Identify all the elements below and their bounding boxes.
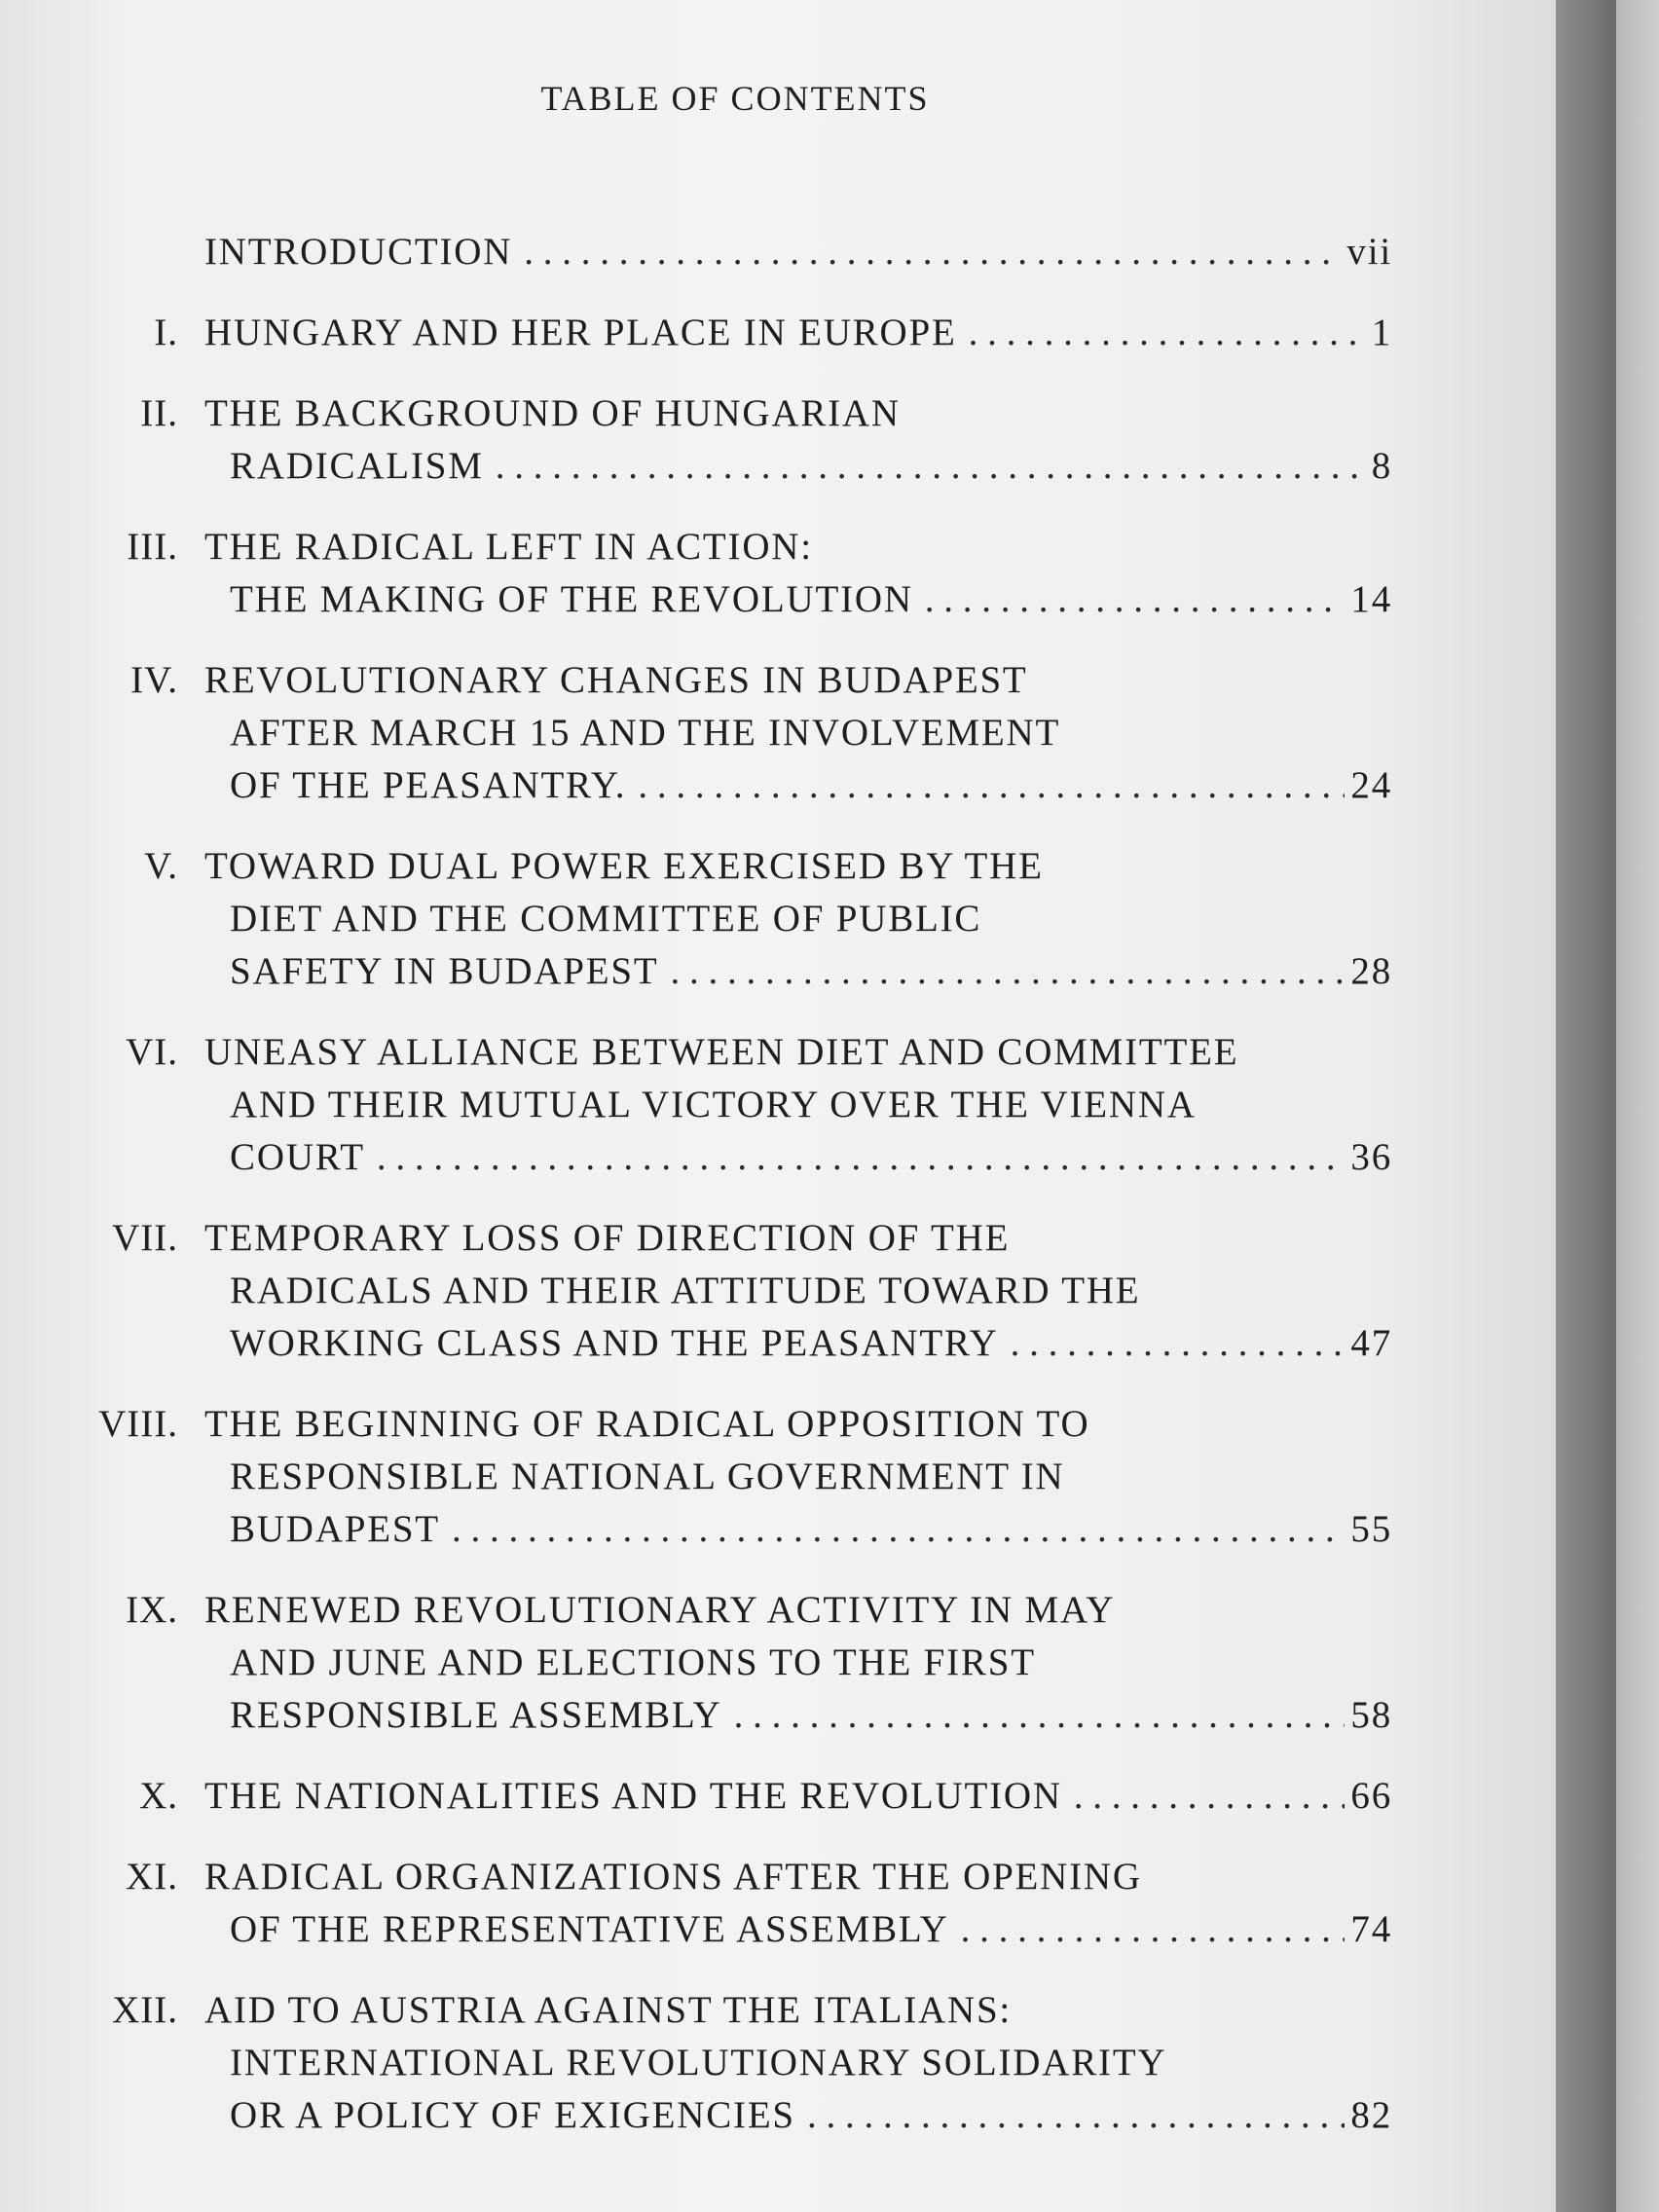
page-number: 1: [1371, 312, 1392, 353]
chapter-title-line: AID TO AUSTRIA AGAINST THE ITALIANS:: [204, 1989, 1013, 2031]
dot-leader: [925, 573, 1346, 626]
chapter-title-text: COURT: [230, 1136, 365, 1178]
dot-leader: [1011, 1317, 1346, 1370]
chapter-title-line: AFTER MARCH 15 AND THE INVOLVEMENT: [230, 712, 1061, 754]
toc-entry: [0, 1851, 1556, 1956]
dot-leader: [377, 1131, 1346, 1184]
chapter-title-text: OF THE PEASANTRY.: [230, 764, 627, 806]
chapter-title-line: [204, 573, 1392, 626]
page-number: 55: [1350, 1508, 1392, 1550]
chapter-title-line: RENEWED REVOLUTIONARY ACTIVITY IN MAY: [204, 1589, 1116, 1631]
toc-entry: [0, 307, 1556, 359]
chapter-title-text: WORKING CLASS AND THE PEASANTRY: [230, 1322, 999, 1364]
toc-list: [0, 226, 1556, 2170]
page-number: 82: [1350, 2094, 1392, 2136]
chapter-title-line: [204, 1770, 1392, 1823]
toc-entry: [0, 840, 1556, 998]
toc-entry: [0, 1026, 1556, 1184]
chapter-title-text: RESPONSIBLE ASSEMBLY: [230, 1694, 722, 1736]
chapter-title-line: [204, 1503, 1392, 1556]
page-number: vii: [1346, 231, 1392, 273]
page-number: 58: [1350, 1694, 1392, 1736]
chapter-number: VII.: [112, 1217, 178, 1259]
chapter-title-line: [204, 226, 1392, 278]
dot-leader: [638, 759, 1345, 812]
chapter-number: VI.: [126, 1031, 178, 1073]
chapter-title-line: RADICAL ORGANIZATIONS AFTER THE OPENING: [204, 1856, 1142, 1898]
chapter-number: III.: [127, 526, 178, 568]
chapter-title-text: HUNGARY AND HER PLACE IN EUROPE: [204, 312, 957, 353]
chapter-title-text: THE MAKING OF THE REVOLUTION: [230, 578, 913, 620]
chapter-title-line: [204, 1903, 1392, 1956]
dot-leader: [969, 307, 1366, 359]
chapter-number: II.: [140, 392, 178, 434]
toc-entry: [0, 226, 1556, 278]
chapter-number: IX.: [126, 1589, 178, 1631]
chapter-title-line: RADICALS AND THEIR ATTITUDE TOWARD THE: [230, 1270, 1141, 1311]
chapter-title-line: [204, 945, 1392, 998]
page-number: 36: [1350, 1136, 1392, 1178]
chapter-title-text: THE NATIONALITIES AND THE REVOLUTION: [204, 1775, 1062, 1817]
chapter-title-text: RADICALISM: [230, 445, 484, 487]
chapter-title-line: THE BEGINNING OF RADICAL OPPOSITION TO: [204, 1403, 1090, 1445]
page-number: 47: [1350, 1322, 1392, 1364]
chapter-title-line: REVOLUTIONARY CHANGES IN BUDAPEST: [204, 659, 1028, 701]
chapter-title-text: BUDAPEST: [230, 1508, 440, 1550]
chapter-title-line: RESPONSIBLE NATIONAL GOVERNMENT IN: [230, 1456, 1065, 1497]
dot-leader: [452, 1503, 1345, 1556]
toc-entry: [0, 1984, 1556, 2142]
page-number: 8: [1371, 445, 1392, 487]
chapter-title-line: [204, 759, 1392, 812]
chapter-title-text: OF THE REPRESENTATIVE ASSEMBLY: [230, 1908, 949, 1950]
chapter-title-text: INTRODUCTION: [204, 231, 513, 273]
chapter-number: XII.: [112, 1989, 178, 2031]
dot-leader: [496, 440, 1366, 493]
chapter-title-line: [204, 307, 1392, 359]
chapter-title-line: TOWARD DUAL POWER EXERCISED BY THE: [204, 845, 1044, 887]
dot-leader: [961, 1903, 1346, 1956]
chapter-title-line: [204, 1131, 1392, 1184]
chapter-title-line: DIET AND THE COMMITTEE OF PUBLIC: [230, 898, 982, 940]
chapter-title-text: OR A POLICY OF EXIGENCIES: [230, 2094, 795, 2136]
chapter-number: I.: [154, 312, 178, 353]
dot-leader: [1074, 1770, 1346, 1823]
toc-entry: [0, 387, 1556, 493]
toc-entry: [0, 654, 1556, 812]
dot-leader: [524, 226, 1341, 278]
chapter-title-line: UNEASY ALLIANCE BETWEEN DIET AND COMMITTEE: [204, 1031, 1239, 1073]
book-edge: [1616, 0, 1659, 2212]
toc-entry: [0, 521, 1556, 626]
chapter-number: X.: [139, 1775, 178, 1817]
chapter-title-line: INTERNATIONAL REVOLUTIONARY SOLIDARITY: [230, 2042, 1167, 2083]
chapter-title-line: [204, 440, 1392, 493]
page-number: 24: [1350, 764, 1392, 806]
book-spine-shadow: [1556, 0, 1616, 2212]
toc-entry: [0, 1398, 1556, 1556]
chapter-number: VIII.: [98, 1403, 178, 1445]
chapter-title-line: THE BACKGROUND OF HUNGARIAN: [204, 392, 901, 434]
chapter-number: V.: [144, 845, 178, 887]
chapter-title-line: AND THEIR MUTUAL VICTORY OVER THE VIENNA: [230, 1084, 1197, 1125]
page-number: 74: [1350, 1908, 1392, 1950]
toc-entry: [0, 1212, 1556, 1370]
chapter-number: IV.: [130, 659, 178, 701]
dot-leader: [734, 1689, 1346, 1742]
page-title: TABLE OF CONTENTS: [540, 79, 930, 118]
toc-entry: [0, 1584, 1556, 1742]
chapter-title-line: AND JUNE AND ELECTIONS TO THE FIRST: [230, 1641, 1036, 1683]
chapter-title-line: TEMPORARY LOSS OF DIRECTION OF THE: [204, 1217, 1011, 1259]
toc-entry: [0, 1770, 1556, 1823]
page-number: 66: [1350, 1775, 1392, 1817]
dot-leader: [807, 2089, 1345, 2142]
chapter-number: XI.: [126, 1856, 178, 1898]
chapter-title-line: THE RADICAL LEFT IN ACTION:: [204, 526, 813, 568]
page-number: 28: [1350, 950, 1392, 992]
dot-leader: [671, 945, 1346, 998]
chapter-title-line: [204, 1317, 1392, 1370]
page-number: 14: [1350, 578, 1392, 620]
chapter-title-line: [204, 2089, 1392, 2142]
chapter-title-line: [204, 1689, 1392, 1742]
chapter-title-text: SAFETY IN BUDAPEST: [230, 950, 659, 992]
